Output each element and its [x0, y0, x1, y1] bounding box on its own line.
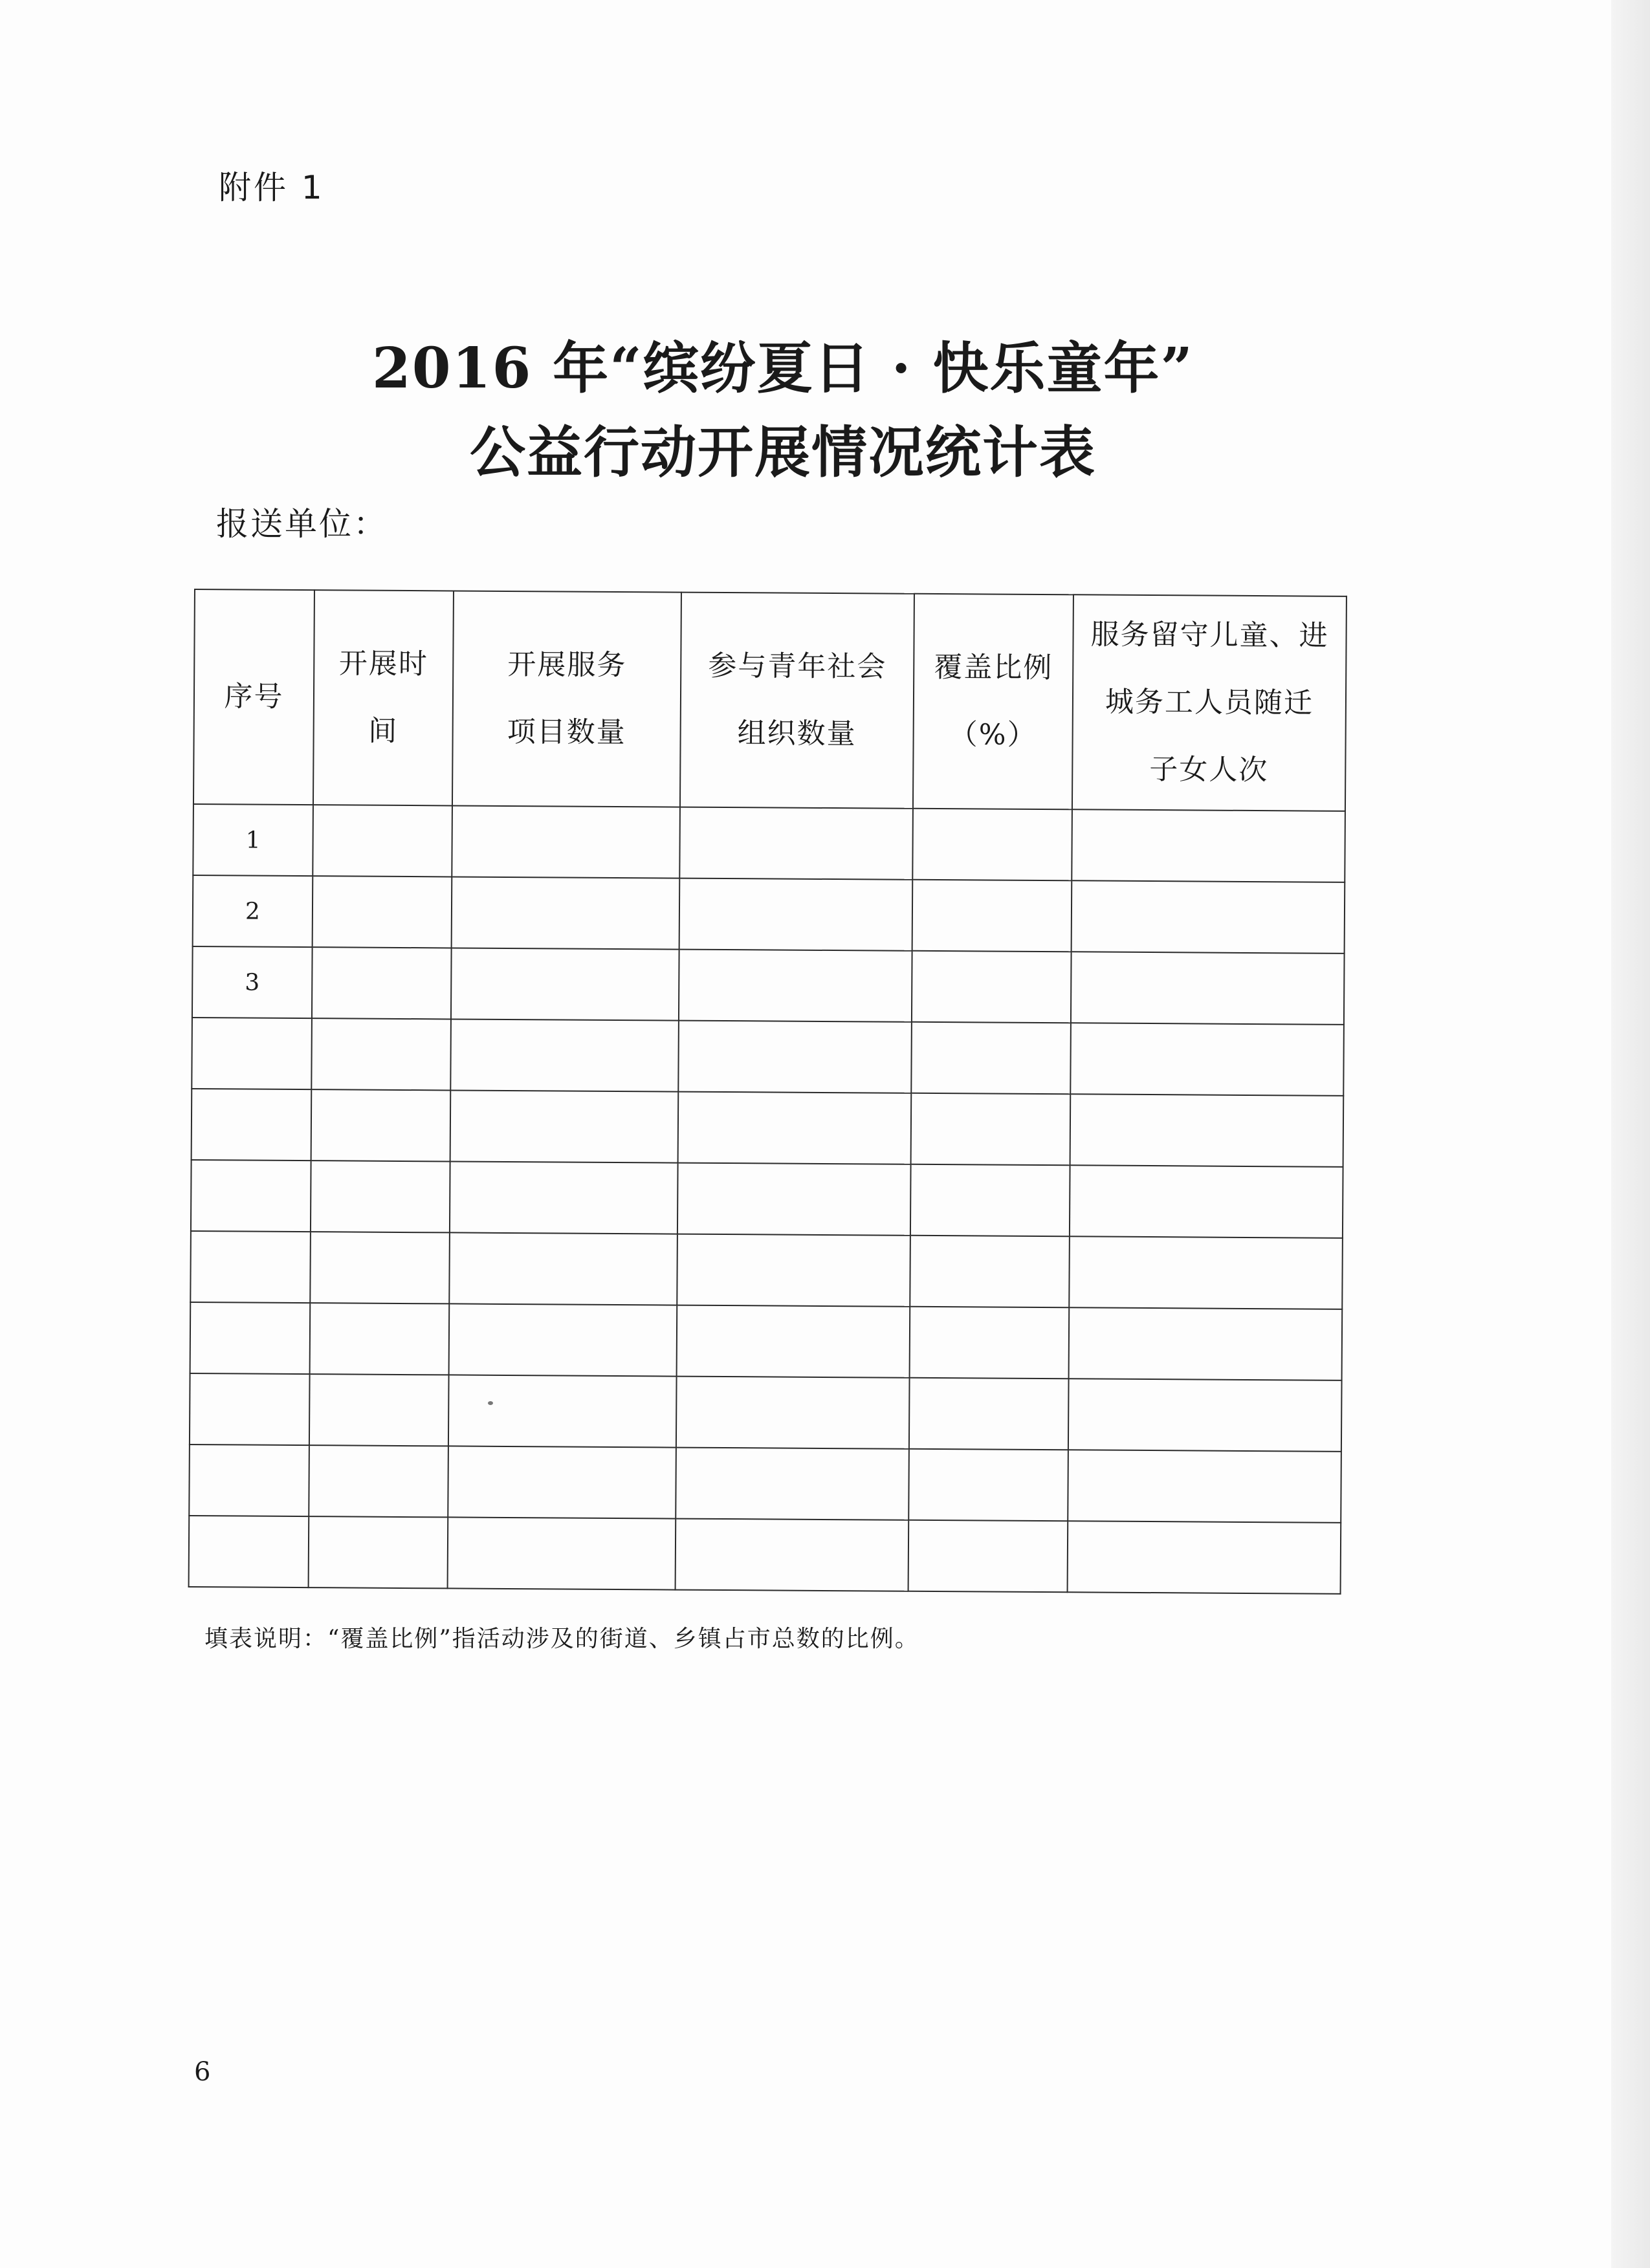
table-cell: [1070, 1094, 1344, 1167]
table-row: [190, 1231, 1343, 1309]
table-cell: [450, 1090, 679, 1162]
table-cell: [448, 1375, 677, 1447]
table-cell: [678, 1021, 912, 1093]
table-cell: [1068, 1450, 1341, 1523]
table-cell: [912, 809, 1072, 881]
scan-speck: [488, 1401, 493, 1405]
table-row: [193, 875, 1345, 954]
table-cell: 1: [193, 804, 313, 876]
table-cell: [676, 1519, 909, 1591]
table-footnote: 填表说明：“覆盖比例”指活动涉及的街道、乡镇占市总数的比例。: [204, 1626, 919, 1652]
table-cell: [190, 1302, 311, 1374]
table-cell: [310, 1303, 450, 1375]
document-title-line-2: 公益行动开展情况统计表: [470, 420, 1096, 485]
table-cell: [1070, 1023, 1344, 1096]
table-cell: [679, 807, 913, 880]
table-cell: [908, 1449, 1068, 1521]
table-cell: [451, 948, 679, 1020]
table-cell: [908, 1520, 1068, 1593]
table-cell: [191, 1160, 311, 1232]
table-cell: [911, 1022, 1071, 1095]
table-cell: [1068, 1521, 1341, 1594]
table-cell: [309, 1516, 448, 1588]
table-cell: [448, 1446, 676, 1518]
table-cell: [910, 1236, 1070, 1308]
reporting-unit-label: 报送单位：: [216, 505, 388, 543]
table-cell: [449, 1232, 677, 1305]
table-row: [190, 1302, 1343, 1380]
table-cell: [1069, 1236, 1343, 1309]
table-cell: [189, 1516, 309, 1587]
table-cell: [912, 951, 1072, 1023]
attachment-label: 附件 1: [219, 169, 325, 206]
statistics-table: [188, 589, 1347, 1595]
table-cell: [450, 1019, 679, 1091]
table-cell: [190, 1373, 310, 1445]
table-cell: [452, 877, 680, 949]
table-cell: [450, 1161, 678, 1234]
header-date: 开展时 间: [313, 590, 454, 805]
table-cell: [190, 1231, 311, 1303]
header-children-served: 服务留守儿童、进 城务工人员随迁 子女人次: [1072, 594, 1347, 811]
table-cell: [677, 1163, 911, 1236]
table-cell: [311, 1089, 451, 1161]
table-row: [191, 1160, 1343, 1238]
header-serial-number: 序号: [193, 589, 314, 805]
table-cell: [1072, 809, 1345, 882]
table-row: [192, 1018, 1344, 1096]
table-cell: [910, 1164, 1070, 1237]
table-cell: [452, 805, 680, 878]
table-row: [190, 1373, 1342, 1452]
table-cell: [309, 1445, 448, 1517]
table-cell: [310, 1232, 450, 1303]
table-cell: [189, 1445, 309, 1516]
table-header-row: [193, 589, 1347, 811]
table-cell: [309, 1374, 449, 1446]
scan-edge: [1611, 0, 1650, 2268]
table-cell: [677, 1234, 910, 1307]
table-cell: [192, 1018, 312, 1089]
table-row: [193, 804, 1345, 882]
table-cell: [311, 1161, 450, 1232]
table-cell: [676, 1448, 909, 1520]
table-cell: [909, 1378, 1069, 1450]
table-cell: [1069, 1307, 1343, 1380]
header-organization-count: 参与青年社会 组织数量: [680, 593, 914, 809]
table-row: [189, 1445, 1341, 1523]
table-cell: [448, 1517, 676, 1589]
table-cell: [912, 880, 1072, 952]
page-number: 6: [194, 2057, 211, 2087]
table-cell: [1071, 952, 1345, 1025]
table-cell: [311, 1018, 451, 1090]
table-cell: [910, 1307, 1070, 1379]
table-cell: 3: [192, 946, 313, 1018]
table-cell: [313, 876, 452, 948]
table-cell: [1068, 1379, 1342, 1452]
table-cell: [1070, 1165, 1343, 1238]
table-cell: [192, 1089, 312, 1161]
table-row: [192, 1089, 1344, 1167]
table-cell: 2: [193, 875, 313, 947]
table-cell: [1072, 880, 1345, 954]
table-cell: [313, 805, 452, 877]
table-cell: [677, 1305, 910, 1378]
document-title-line-1: 2016 年“缤纷夏日 · 快乐童年”: [371, 336, 1194, 401]
table-cell: [312, 947, 452, 1019]
table-row: [189, 1516, 1341, 1594]
table-cell: [679, 878, 913, 951]
table-cell: [678, 1092, 912, 1164]
table-cell: [676, 1377, 910, 1449]
table-row: [192, 946, 1345, 1025]
table-cell: [449, 1303, 677, 1376]
header-project-count: 开展服务 项目数量: [452, 591, 681, 807]
header-coverage-ratio: 覆盖比例 （%）: [913, 594, 1073, 809]
table-cell: [679, 950, 912, 1022]
table-cell: [911, 1093, 1071, 1166]
